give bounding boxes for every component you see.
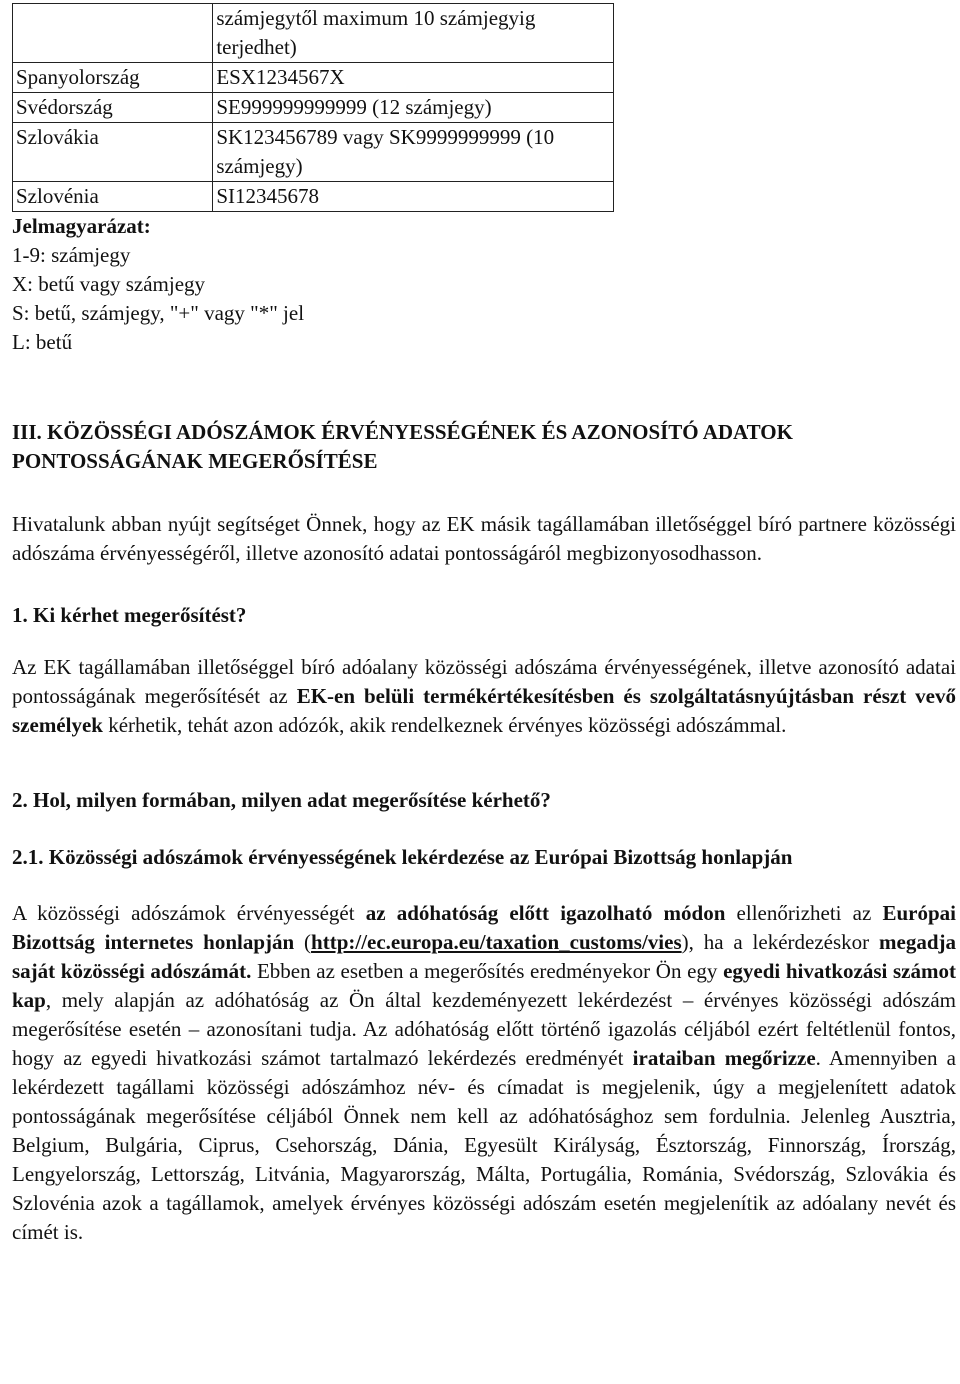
bold-span: az adóhatóság előtt igazolható módon	[365, 901, 726, 925]
text-span: . Amennyiben a lekérdezett tagállami közösségi adószámhoz név- és címadat is megjelenik, úgy a megjelenített adatok pontosságának megerősítése céljából Önnek nem kell az adóhatósághoz sem fordulnia. Jelenleg Ausztria, Belgium, Bulgária, Ciprus, Csehország, Dánia, Egyesült Királyság, Észtország, Finnország, Írország, Lengyelország, Lettország, Litvánia, Magyarország, Málta, Portugália, Románia, Svédország, Szlovákia és Szlovénia azok a tagállamok, amelyek érvényes közösségi adószám esetén megjelenítik az adóalany nevét és címét is.	[12, 1046, 957, 1244]
country-cell: Spanyolország	[13, 63, 213, 93]
table-row	[13, 123, 614, 182]
table-row	[13, 182, 614, 212]
section-title: III. KÖZÖSSÉGI ADÓSZÁMOK ÉRVÉNYESSÉGÉNEK ÉS AZONOSÍTÓ ADATOK PONTOSSÁGÁNAK MEGERŐSÍTÉSE	[12, 420, 793, 473]
text-span: , mely alapján az adóhatóság az Ön által kezdeményezett lekérdezést – érvényes közösségi adószám megerősítése esetén – azonosítani tudja. Az adóhatóság előtt történő igazolás céljából ezért feltétlenül fontos, hogy az egyedi hivatkozási számot tartalmazó lekérdezés eredményét	[12, 988, 956, 1070]
text-span: ), ha a lekérdezéskor	[681, 930, 879, 954]
format-cell: SI12345678	[213, 182, 614, 212]
format-cell: számjegytől maximum 10 számjegyig terjedhet)	[213, 4, 614, 63]
legend	[12, 212, 956, 357]
vat-format-table	[12, 3, 614, 212]
country-cell: Szlovénia	[13, 182, 213, 212]
legend-title: Jelmagyarázat:	[12, 214, 151, 238]
document-page	[12, 3, 956, 1247]
question-2-heading: 2. Hol, milyen formában, milyen adat megerősítése kérhető?	[12, 788, 551, 812]
table-row	[13, 4, 614, 63]
text-span: Az EK tagállamában illetőséggel bíró adóalany közösségi adószáma érvényességének, illetve azonosító adatai pontosságának megerősítését az	[12, 655, 956, 708]
country-cell	[13, 4, 213, 63]
text-span: ellenőrizheti az	[725, 901, 883, 925]
question-2-1-heading: 2.1. Közösségi adószámok érvényességének lekérdezése az Európai Bizottság honlapján	[12, 845, 793, 869]
legend-item: L: betű	[12, 330, 73, 354]
table-row	[13, 63, 614, 93]
country-cell: Szlovákia	[13, 123, 213, 182]
format-cell: SK123456789 vagy SK9999999999 (10 számjegy)	[213, 123, 614, 182]
legend-item: X: betű vagy számjegy	[12, 272, 206, 296]
text-span: (	[294, 930, 312, 954]
text-span: A közösségi adószámok érvényességét	[12, 901, 366, 925]
bold-span: megadja saját közösségi adószámát.	[12, 930, 956, 983]
country-cell: Svédország	[13, 93, 213, 123]
legend-item: 1-9: számjegy	[12, 243, 131, 267]
table-row	[13, 93, 614, 123]
bold-span: irataiban megőrizze	[632, 1046, 816, 1070]
answer-1-paragraph	[12, 653, 956, 740]
bold-span: Európai Bizottság internetes honlapján	[12, 901, 957, 954]
bold-span: EK-en belüli termékértékesítésben és szolgáltatásnyújtásban részt vevő személyek	[12, 684, 956, 737]
answer-2-1-paragraph	[12, 899, 956, 1247]
vies-link[interactable]: http://ec.europa.eu/taxation_customs/vies	[311, 930, 682, 954]
legend-item: S: betű, számjegy, "+" vagy "*" jel	[12, 301, 305, 325]
text-span: kérhetik, tehát azon adózók, akik rendelkeznek érvényes közösségi adószámmal.	[102, 713, 787, 737]
text-span: Ebben az esetben a megerősítés eredményekor Ön egy	[251, 959, 724, 983]
intro-paragraph: Hivatalunk abban nyújt segítséget Önnek, hogy az EK másik tagállamában illetőséggel bíró partnere közösségi adószáma érvényességéről, illetve azonosító adatai pontosságáról megbizonyosodhasson.	[12, 512, 956, 565]
format-cell: ESX1234567X	[213, 63, 614, 93]
question-1-heading: 1. Ki kérhet megerősítést?	[12, 603, 247, 627]
format-cell: SE999999999999 (12 számjegy)	[213, 93, 614, 123]
bold-span: egyedi hivatkozási számot kap	[12, 959, 956, 1012]
